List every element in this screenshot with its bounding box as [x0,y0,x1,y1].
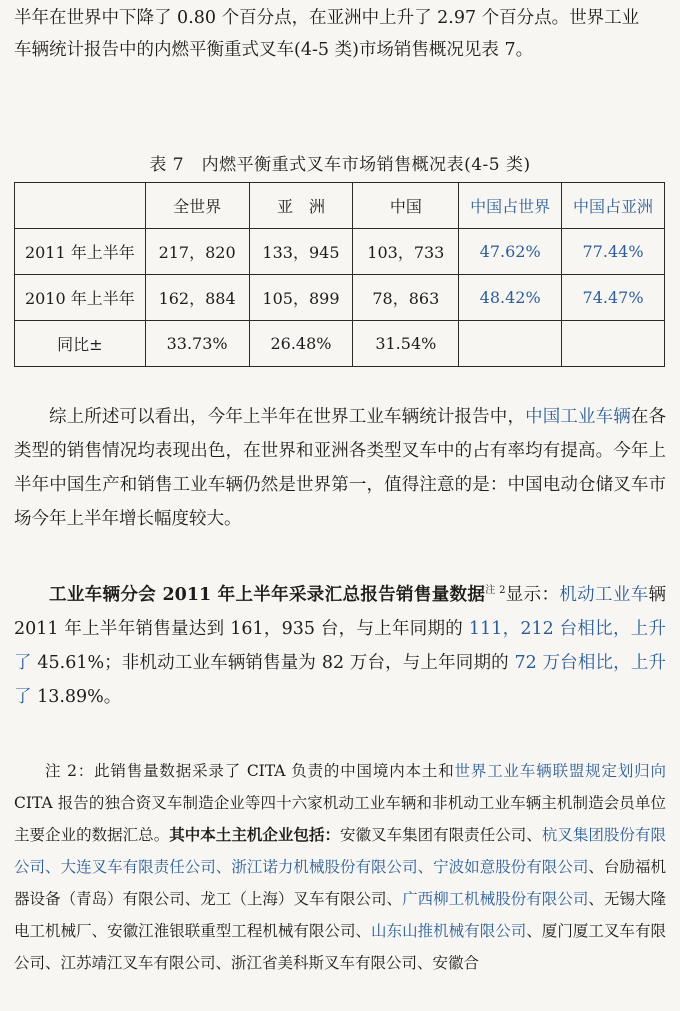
branch-paragraph [14,578,666,714]
summary-highlight: 中国工业车辆 [525,407,631,427]
note-highlight: 山东山推机械有限公司 [371,922,527,940]
table-header-row [15,183,665,229]
table-cell: 同比± [15,321,146,367]
table-header-cell: 中国占世界 [459,183,562,229]
table-7-caption: 表 7 内燃平衡重式叉车市场销售概况表(4-5 类) [149,155,531,175]
table-cell: 105，899 [249,275,353,321]
summary-text: 综上所述可以看出，今年上半年在世界工业车辆统计报告中， [49,407,526,427]
table-cell: 103，733 [353,229,459,275]
note-bold: 其中本土主机企业包括： [169,825,340,844]
table-cell: 31.54% [353,321,459,367]
note-text: 、厦门厦工叉车有限公司、江苏靖江叉车有限公司、浙江省美科斯叉车有限公司、安徽合 [14,922,666,972]
note-highlight: 宁波如意股份有限公司 [433,858,589,876]
footnote-2 [14,755,666,979]
table-row [15,321,665,367]
table-cell: 74.47% [562,275,665,321]
table-cell: 133，945 [249,229,353,275]
note-text: 安徽叉车集团有限责任公司、 [340,826,542,844]
table-header-cell: 中国 [353,183,459,229]
table-cell: 77.44% [562,229,665,275]
table-cell [459,321,562,367]
note-text: 注 2：此销售量数据采录了 CITA 负责的中国境内本土和 [45,762,455,780]
branch-text: 辆 2011 年上半年销售量达到 161，935 台，与上年同期的 [14,585,667,639]
table-cell: 2010 年上半年 [15,275,146,321]
summary-paragraph [14,400,666,536]
branch-highlight: 72 万台相比，上升了 [14,653,666,707]
table-cell [562,321,665,367]
intro-line-1: 半年在世界中下降了 0.80 个百分点，在亚洲中上升了 2.97 个百分点。世界工业 [14,8,640,28]
table-header-cell [15,183,146,229]
table-header-cell: 中国占亚洲 [562,183,665,229]
branch-highlight: 机动工业车 [559,585,649,605]
table-cell: 162，884 [145,275,249,321]
table-cell: 48.42% [459,275,562,321]
note-highlight: 杭叉集团股份有限公司、大连叉车有限责任公司、浙江诺力机械股份有限公司、 [14,826,666,876]
table-cell: 78，863 [353,275,459,321]
table-cell: 33.73% [145,321,249,367]
summary-text: 在各类型的销售情况均表现出色，在世界和亚洲各类型叉车中的占有率均有提高。今年上半年中国生产和销售工业车辆仍然是世界第一，值得注意的是：中国电动仓储叉车市场今年上半年增长幅度较大。 [14,407,667,529]
note-highlight: 广西柳工机械股份有限公司 [402,890,589,908]
table-row [15,275,665,321]
branch-text: 13.89%。 [31,687,122,707]
branch-lead: 工业车辆分会 2011 年上半年采录汇总报告销售量数据 [49,585,486,605]
table-cell: 47.62% [459,229,562,275]
note-text: 、无锡大隆电工机械厂、安徽江淮银联重型工程机械有限公司、 [14,890,666,940]
table-cell: 26.48% [249,321,353,367]
branch-text: 显示： [505,585,560,605]
table-cell: 217，820 [145,229,249,275]
table-7 [14,182,665,367]
table-row [15,229,665,275]
intro-line-2: 车辆统计报告中的内燃平衡重式叉车(4-5 类)市场销售概况见表 7。 [14,40,534,60]
note-text: CITA 报告的独合资叉车制造企业等四十六家机动工业车辆和非机动工业车辆主机制造会员单位主要企业的数据汇总。 [14,794,666,844]
branch-text: 45.61%；非机动工业车辆销售量为 82 万台，与上年同期的 [31,653,515,673]
branch-highlight: 111，212 台相比，上升了 [14,619,666,673]
table-cell: 2011 年上半年 [15,229,146,275]
intro-paragraph [14,2,666,66]
table-header-cell: 亚 洲 [249,183,353,229]
footnote-ref: 注 2 [485,585,506,597]
note-highlight: 世界工业车辆联盟规定划归向 [454,762,666,780]
note-text: 、台励福机器设备（青岛）有限公司、龙工（上海）叉车有限公司、 [14,858,666,908]
table-header-cell: 全世界 [145,183,249,229]
